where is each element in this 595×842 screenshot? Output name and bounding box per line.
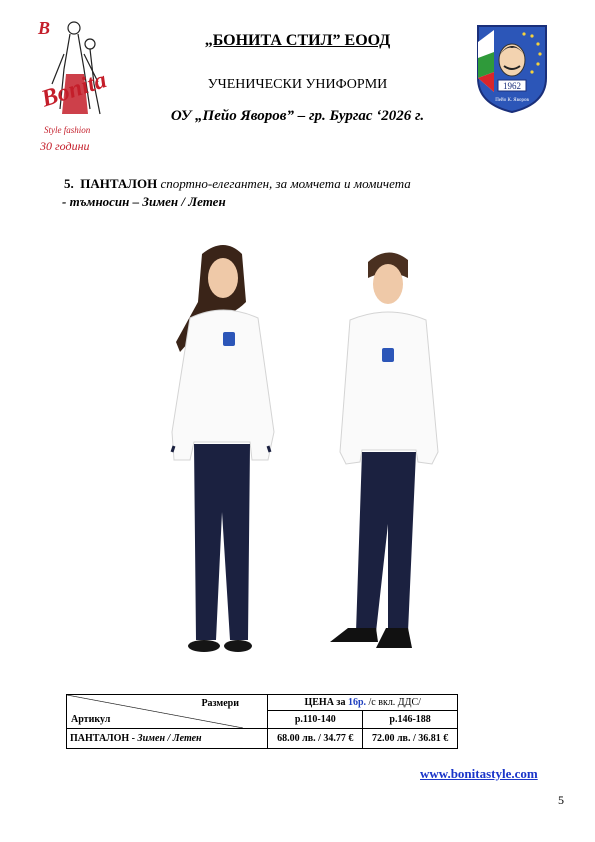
price-table — [66, 694, 458, 749]
article-name-text: ПАНТАЛОН - — [70, 733, 138, 744]
item-heading — [64, 176, 411, 192]
boy-figure — [330, 252, 438, 648]
price-large: 72.00 лв. / 36.81 € — [363, 729, 458, 749]
price-count: 16р. — [347, 697, 367, 709]
logo-letter: B — [38, 18, 51, 38]
price-suffix: /с вкл. ДДС/ — [368, 697, 421, 709]
article-name — [67, 729, 268, 749]
table-row — [67, 729, 458, 749]
item-description: спортно-елегантен, за момчета и момичета — [160, 176, 411, 191]
price-prefix: ЦЕНА за — [304, 697, 346, 709]
item-name: ПАНТАЛОН — [80, 176, 158, 191]
article-variant: Зимен / Летен — [137, 733, 202, 744]
website-link[interactable]: www.bonitastyle.com — [420, 766, 538, 781]
girl-figure — [172, 245, 274, 652]
school-title: ОУ „Пейо Яворов” – гр. Бургас ‘2026 г. — [170, 108, 425, 124]
header-diagonal-cell — [67, 695, 268, 729]
emblem-year: 1962 — [503, 81, 521, 91]
logo-tagline: Style fashion — [44, 125, 91, 135]
sizes-label: Размери — [201, 698, 239, 709]
price-small: 68.00 лв. / 34.77 € — [268, 729, 363, 749]
emblem-name: Пейо К. Яворов — [495, 98, 529, 103]
size-range-small: р.110-140 — [268, 711, 363, 729]
product-photo — [150, 232, 450, 662]
page-number: 5 — [558, 793, 564, 807]
logo-years: 30 години — [40, 139, 90, 153]
document-subtitle: УЧЕНИЧЕСКИ УНИФОРМИ — [207, 77, 388, 92]
logo-brand: Bonita — [38, 67, 110, 113]
item-number: 5. — [64, 176, 74, 191]
price-header — [268, 695, 458, 711]
size-range-large: р.146-188 — [363, 711, 458, 729]
item-variant: - тъмносин – Зимен / Летен — [62, 194, 226, 209]
article-label: Артикул — [71, 714, 111, 725]
company-name: „БОНИТА СТИЛ” ЕООД — [204, 32, 391, 49]
